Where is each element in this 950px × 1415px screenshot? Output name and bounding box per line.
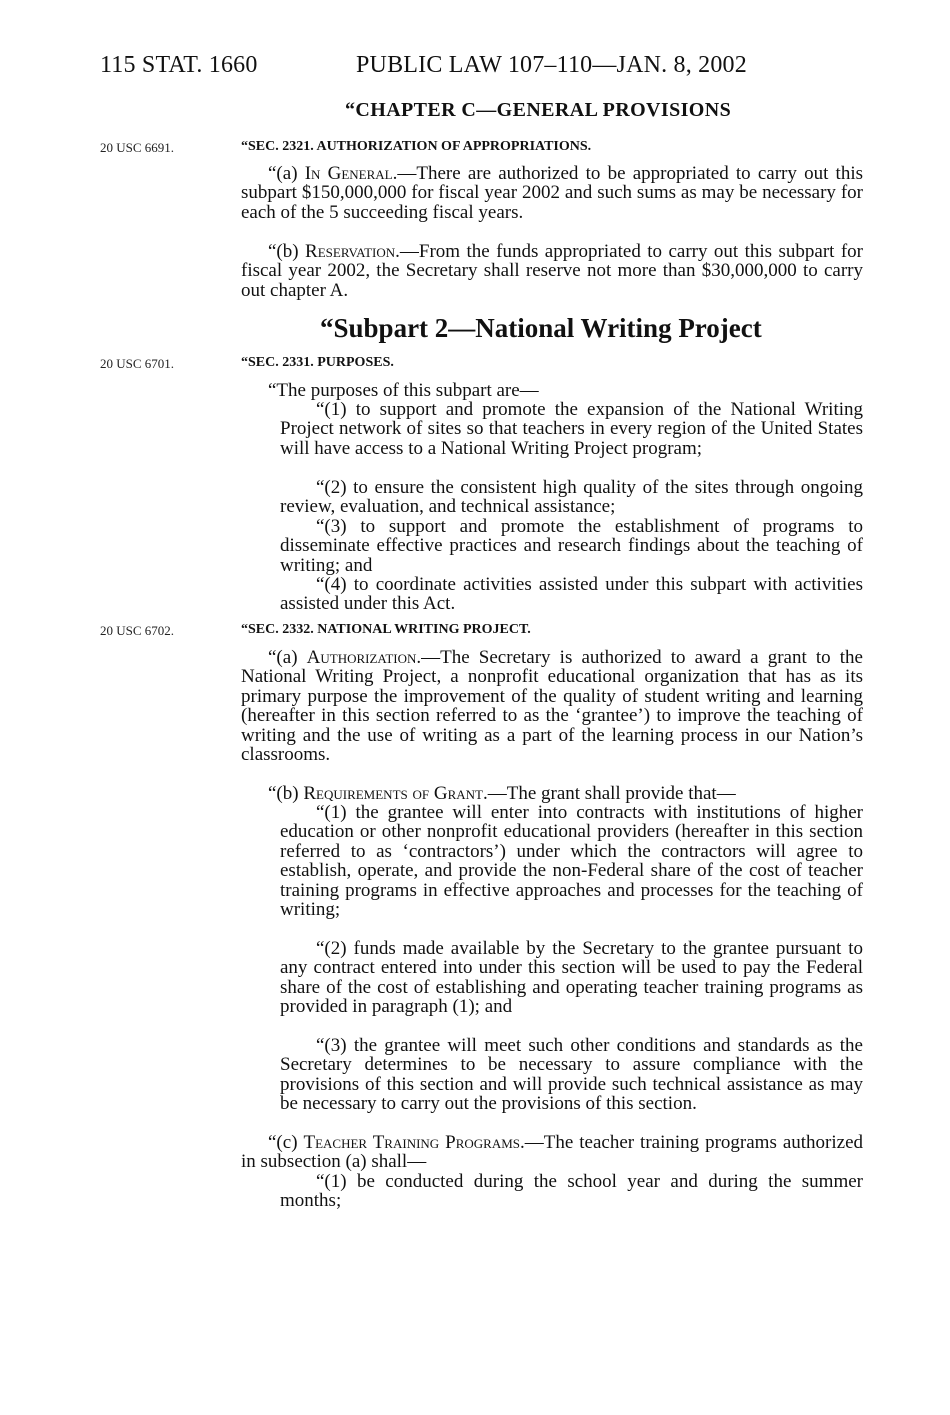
margin-note-6691: 20 USC 6691. — [100, 140, 175, 155]
public-law-citation: PUBLIC LAW 107–110—JAN. 8, 2002 — [356, 52, 747, 78]
sec2331-item-2: “(2) to ensure the consistent high quality of the sites through ongoing review, evaluation, and technical assistance; — [280, 477, 863, 518]
section-2331-title: “SEC. 2331. PURPOSES. — [241, 355, 394, 370]
sec2331-intro: “The purposes of this subpart are— — [268, 380, 539, 401]
sec2331-item-1: “(1) to support and promote the expansion of the National Writing Project network of sites so that teachers in every region of the United States will have access to a National Writing Project program; — [280, 399, 863, 459]
sec2332-subsection-b: “(b) Requirements of Grant.—The grant shall provide that— — [268, 783, 736, 804]
sec2332-subsection-c: “(c) Teacher Training Programs.—The teacher training programs authorized in subsection (a) shall— — [241, 1132, 863, 1173]
sec2332-subsection-a: “(a) Authorization.—The Secretary is authorized to award a grant to the National Writing Project, a nonprofit educational organization that has as its primary purpose the improvement of the quality of student writing and learning (hereafter in this section referred to as the ‘grantee’) to improve the teaching of writing and the use of writing as a part of the learning process in our Nation’s classrooms. — [241, 647, 863, 766]
sec2331-item-4: “(4) to coordinate activities assisted under this subpart with activities assisted under this Act. — [280, 574, 863, 615]
sec2332-b-item-1: “(1) the grantee will enter into contracts with institutions of higher education or other nonprofit educational providers (hereafter in this section referred to as ‘contractors’) under which the contractors will agree to establish, operate, and provide the non-Federal share of the cost of teacher training programs in effective approaches and processes for the teaching of writing; — [280, 802, 863, 921]
margin-note-6701: 20 USC 6701. — [100, 356, 175, 371]
section-2321-title: “SEC. 2321. AUTHORIZATION OF APPROPRIATIONS. — [241, 139, 592, 154]
sec2332-b-item-2: “(2) funds made available by the Secretary to the grantee pursuant to any contract entered into under this section will be used to pay the Federal share of the cost of establishing and operating teacher training programs as provided in paragraph (1); and — [280, 938, 863, 1018]
chapter-heading: “CHAPTER C—GENERAL PROVISIONS — [345, 99, 732, 121]
sec2332-c-item-1: “(1) be conducted during the school year and during the summer months; — [280, 1171, 863, 1212]
sec2321-subsection-b: “(b) Reservation.—From the funds appropriated to carry out this subpart for fiscal year 2002, the Secretary shall reserve not more than $30,000,000 to carry out chapter A. — [241, 241, 864, 301]
section-2332-title: “SEC. 2332. NATIONAL WRITING PROJECT. — [241, 622, 531, 637]
sec2321-subsection-a: “(a) In General.—There are authorized to be appropriated to carry out this subpart $150,000,000 for fiscal year 2002 and such sums as may be necessary for each of the 5 succeeding fiscal years. — [241, 163, 863, 223]
margin-note-6702: 20 USC 6702. — [100, 623, 175, 638]
sec2332-b-item-3: “(3) the grantee will meet such other conditions and standards as the Secretary determines to be necessary to assure compliance with the provisions of this section and will provide such technical assistance as may be necessary to carry out the provisions of this section. — [280, 1035, 863, 1115]
stat-citation: 115 STAT. 1660 — [100, 52, 258, 78]
sec2331-item-3: “(3) to support and promote the establishment of programs to disseminate effective practices and research findings about the teaching of writing; and — [280, 516, 863, 576]
subpart-heading: “Subpart 2—National Writing Project — [320, 313, 762, 343]
